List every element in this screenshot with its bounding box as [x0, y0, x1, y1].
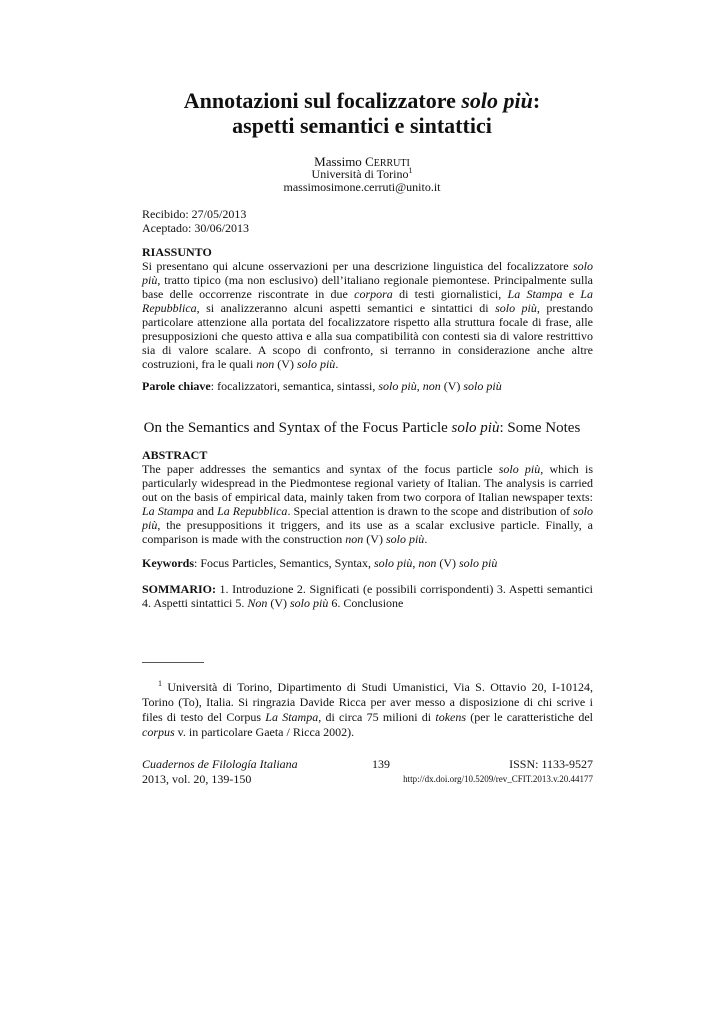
abstract-section — [142, 448, 593, 546]
riassunto-section — [142, 245, 593, 371]
author-last-initial: C — [365, 154, 374, 169]
abstract-text-part: , which is particularly widespread in the Piedmontese regional variety of Italian. The analysis is carried out on the basis of empirical data, mainly taken from two corpora of Italian newspaper texts: — [142, 462, 593, 504]
footnote-text-part: (per le caratteristiche del — [466, 710, 593, 724]
title-text: Annotazioni sul focalizzatore — [183, 88, 462, 113]
abstract-text-part: (V) — [363, 532, 386, 546]
received-date: Recibido: 27/05/2013 — [142, 207, 247, 221]
riassunto-text-part: di testi giornalistici, — [392, 287, 508, 301]
author-last-rest: ERRUTI — [373, 158, 410, 169]
keywords-label: Keywords — [142, 556, 194, 570]
keywords-italic: non — [418, 556, 437, 570]
submission-dates — [142, 207, 249, 235]
journal-volume: 2013, vol. 20, 139-150 — [142, 772, 252, 786]
footnote-italic: La Stampa — [265, 710, 319, 724]
abstract-italic: solo più — [142, 504, 593, 532]
parole-chiave-text: (V) — [440, 379, 464, 393]
keywords-text: : Focus Particles, Semantics, Syntax, — [194, 556, 374, 570]
page-title — [0, 88, 724, 138]
riassunto-italic: corpora — [354, 287, 393, 301]
footnote-text-part: Università di Torino, Dipartimento di Studi Umanistici, Via S. Ottavio 20, I-10124, Torino (To), Italia. Si ringrazia Davide Ricca per aver messo a disposizione di chi scrive i files di testo del Corpus — [142, 680, 593, 724]
parole-chiave-label: Parole chiave — [142, 379, 211, 393]
sommario-italic: solo più — [290, 596, 329, 610]
keywords-text: (V) — [436, 556, 459, 570]
footnote-ref: 1 — [408, 166, 413, 175]
riassunto-heading: RIASSUNTO — [142, 245, 212, 259]
author-affiliation — [0, 167, 724, 181]
issn: ISSN: 1133-9527 — [509, 757, 593, 771]
keywords-text: , — [412, 556, 419, 570]
english-title — [0, 419, 724, 437]
footnote-rule — [142, 662, 204, 663]
english-title-italic: solo più — [451, 420, 500, 436]
author-first-name: Massimo — [314, 154, 366, 169]
riassunto-italic: non — [256, 357, 275, 371]
riassunto-italic: La Repubblica — [142, 287, 593, 315]
abstract-text-part: , the presuppositions it triggers, and its use as a scalar exclusive particle. Finally, a comparison is made with the construction — [142, 518, 593, 546]
journal-name — [142, 757, 298, 772]
journal-citation — [142, 757, 298, 787]
footnote-italic: tokens — [435, 710, 467, 724]
riassunto-text-part: (V) — [274, 357, 297, 371]
footnote — [142, 680, 593, 740]
parole-chiave — [142, 379, 593, 393]
riassunto-text-part: , tratto tipico (ma non esclusivo) dell’italiano regionale piemontese. Principalmente sulla base delle occorrenze riscontrate in due — [142, 273, 593, 301]
keywords-italic: solo più — [373, 556, 413, 570]
title-line-2: aspetti semantici e sintattici — [232, 113, 492, 138]
footnote-text-part: v. in particolare Gaeta / Ricca 2002). — [174, 725, 355, 739]
doi-link[interactable]: http://dx.doi.org/10.5209/rev_CFIT.2013.v.20.44177 — [403, 774, 593, 784]
sommario-text: (V) — [267, 596, 291, 610]
keywords-italic: solo più — [459, 556, 498, 570]
journal-name-text: Cuadernos de Filología Italiana — [142, 757, 298, 771]
english-title-text: On the Semantics and Syntax of the Focus Particle — [143, 420, 452, 436]
riassunto-text-part: e — [562, 287, 581, 301]
abstract-text — [142, 462, 593, 546]
title-colon: : — [532, 88, 541, 113]
abstract-text-part: and — [193, 504, 218, 518]
abstract-heading: ABSTRACT — [142, 448, 208, 462]
footnote-text — [142, 680, 593, 740]
abstract-text-part: The paper addresses the semantics and syntax of the focus particle — [142, 462, 499, 476]
english-title-text: : Some Notes — [499, 420, 581, 436]
riassunto-italic: solo più — [495, 301, 537, 315]
abstract-italic: solo più — [498, 462, 541, 476]
abstract-italic: solo più — [385, 532, 425, 546]
keywords — [142, 556, 593, 570]
parole-chiave-italic: solo più — [463, 379, 502, 393]
abstract-italic: La Repubblica — [217, 504, 288, 518]
sommario-text: 6. Conclusione — [328, 596, 404, 610]
riassunto-text-part: Si presentano qui alcune osservazioni per una descrizione linguistica del focalizzatore — [142, 259, 573, 273]
author-email: massimosimone.cerruti@unito.it — [283, 180, 441, 194]
sommario-italic: Non — [247, 596, 268, 610]
footnote-text-part: , di circa 75 milioni di — [318, 710, 436, 724]
parole-chiave-italic: solo più — [378, 379, 417, 393]
accepted-date: Aceptado: 30/06/2013 — [142, 221, 249, 235]
affiliation-text: Università di Torino — [311, 167, 409, 181]
abstract-text-part: . — [424, 532, 428, 546]
parole-chiave-text: : focalizzatori, semantica, sintassi, — [210, 379, 379, 393]
title-line-1 — [0, 88, 724, 113]
sommario-label: SOMMARIO: — [142, 582, 216, 596]
parole-chiave-italic: non — [422, 379, 441, 393]
footnote-mark: 1 — [158, 679, 162, 688]
sommario — [142, 582, 593, 610]
riassunto-text-part: . — [335, 357, 339, 371]
page-number: 139 — [372, 757, 390, 771]
riassunto-text-part: , prestando particolare attenzione alla portata del focalizzatore rispetto alla struttura focale di frase, alle presupposizioni che questo attiva e alla sua compatibilità con contesti sia di valore restrittivo sia di valore scalare. A scopo di confronto, si terranno in considerazione anche altre costruzioni, fra le quali — [142, 301, 594, 371]
sommario-text: 1. Introduzione 2. Significati (e possibili corrispondenti) 3. Aspetti semantici 4. Aspetti sintattici 5. — [142, 582, 593, 610]
abstract-italic: La Stampa — [142, 504, 194, 518]
riassunto-italic: solo più — [296, 357, 336, 371]
footnote-italic: corpus — [142, 725, 175, 739]
riassunto-text-part: , si analizzeranno alcuni aspetti semantici e sintattici di — [196, 301, 496, 315]
riassunto-italic: solo più — [142, 259, 593, 287]
title-italic: solo più — [461, 88, 533, 113]
abstract-text-part: . Special attention is drawn to the scope and distribution of — [287, 504, 573, 518]
riassunto-italic: La Stampa — [507, 287, 563, 301]
riassunto-text — [142, 259, 593, 371]
parole-chiave-text: , — [416, 379, 423, 393]
abstract-italic: non — [345, 532, 364, 546]
